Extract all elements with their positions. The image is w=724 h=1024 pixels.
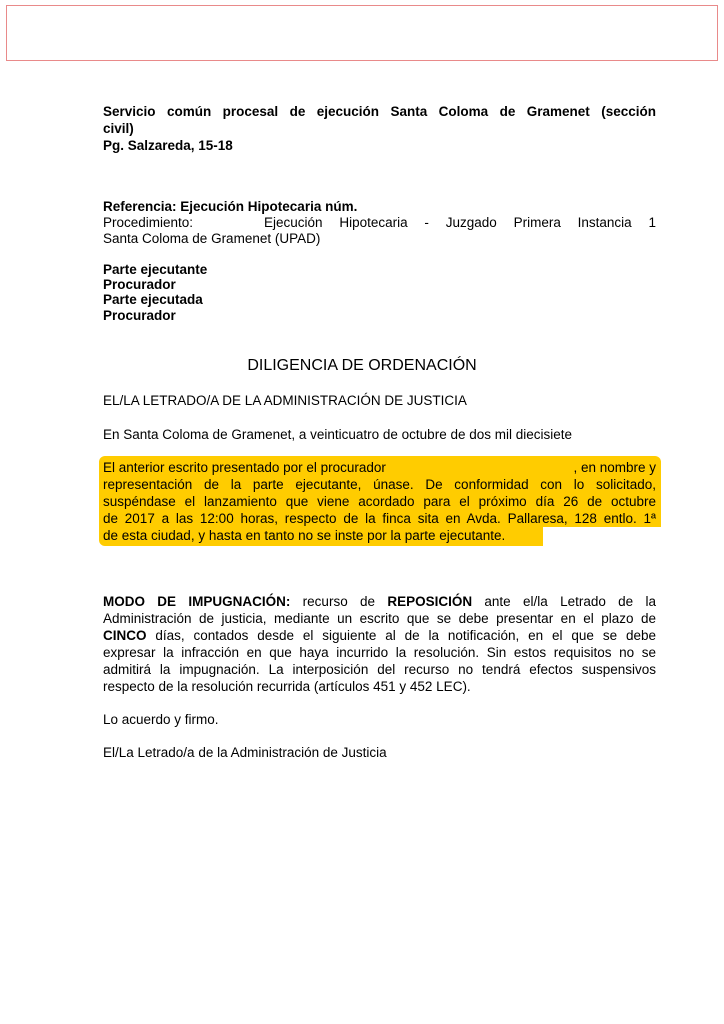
procedure-label: Procedimiento:	[103, 215, 194, 230]
closing-text: Lo acuerdo y firmo.	[103, 712, 219, 727]
signature-line: El/La Letrado/a de la Administración de Justicia	[103, 745, 387, 760]
office-address: Pg. Salzareda, 15-18	[103, 138, 233, 153]
appeal-line1	[103, 594, 656, 610]
document-title: DILIGENCIA DE ORDENACIÓN	[247, 357, 477, 374]
highlight-edge	[543, 527, 663, 549]
place-date: En Santa Coloma de Gramenet, a veinticuatro de octubre de dos mil diecisiete	[103, 427, 573, 442]
appeal-deadline: CINCO	[103, 628, 147, 643]
body-line4: de 2017 a las 12:00 horas, respecto de la finca sita en Avda. Pallaresa, 128 entlo. 1ª	[103, 511, 656, 526]
procurator-executing: Procurador	[103, 277, 176, 292]
appeal-mode-label: MODO DE IMPUGNACIÓN:	[103, 594, 291, 609]
body-line2: representación de la parte ejecutante, únase. De conformidad con lo solicitado,	[103, 477, 656, 492]
procedure-value: Ejecución Hipotecaria - Juzgado Primera Instancia 1	[264, 215, 656, 230]
procedure-value-cont: Santa Coloma de Gramenet (UPAD)	[103, 231, 321, 246]
body-line5: de esta ciudad, y hasta en tanto no se inste por la parte ejecutante.	[103, 528, 506, 543]
appeal-line5: admitirá la impugnación. La interposición del recurso no tendrá efectos suspensivos	[103, 662, 656, 677]
header-frame	[6, 5, 718, 61]
body-line1b: , en nombre y	[573, 460, 656, 475]
appeal-text1: recurso de	[290, 594, 388, 609]
office-name-line1: Servicio común procesal de ejecución Santa Coloma de Gramenet (sección	[103, 104, 656, 119]
appeal-type: REPOSICIÓN	[387, 594, 473, 609]
appeal-text3: días, contados desde el siguiente al de la notificación, en el que se debe	[146, 628, 656, 643]
appeal-line6: respecto de la resolución recurrida (artículos 451 y 452 LEC).	[103, 679, 471, 694]
body-line3: suspéndase el lanzamiento que viene acordado para el próximo día 26 de octubre	[103, 494, 656, 509]
subtitle: EL/LA LETRADO/A DE LA ADMINISTRACIÓN DE JUSTICIA	[103, 393, 467, 408]
party-executed: Parte ejecutada	[103, 292, 203, 307]
body-line1a: El anterior escrito presentado por el procurador	[103, 460, 386, 475]
reference-label: Referencia: Ejecución Hipotecaria núm.	[103, 199, 358, 214]
appeal-text2: ante el/la Letrado de la	[472, 594, 657, 609]
appeal-line4: expresar la infracción en que haya incurrido la resolución. Sin estos requisitos no se	[103, 645, 656, 660]
appeal-line3	[103, 628, 656, 644]
appeal-line2: Administración de justicia, mediante un escrito que se debe presentar en el plazo de	[103, 611, 656, 626]
office-name-line2: civil)	[103, 121, 134, 136]
party-executing: Parte ejecutante	[103, 262, 208, 277]
procurator-executed: Procurador	[103, 308, 176, 323]
